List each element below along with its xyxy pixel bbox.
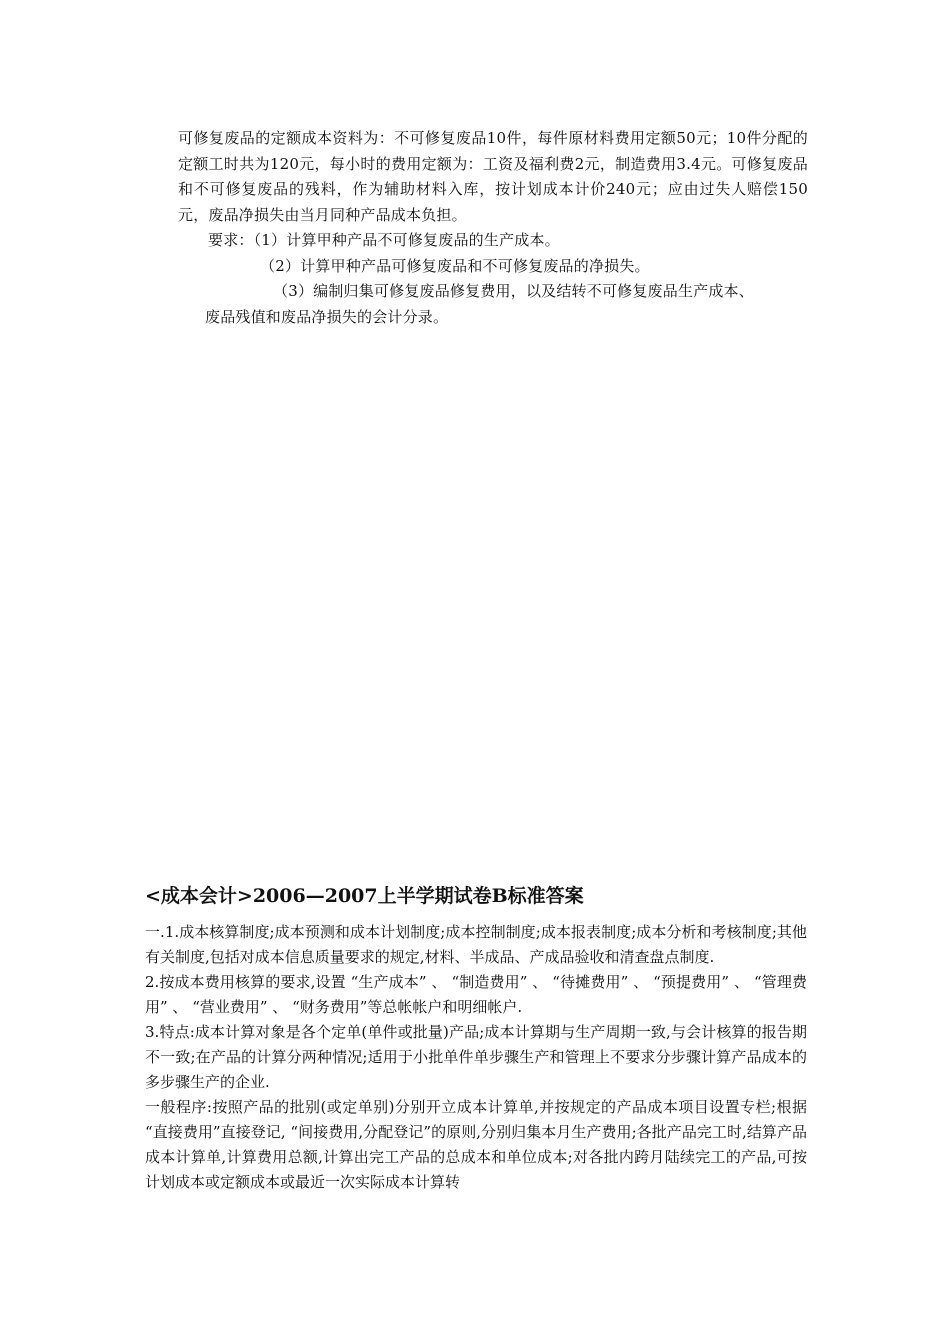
- requirement-1: 要求：（1）计算甲种产品不可修复废品的生产成本。: [208, 231, 560, 249]
- requirement-3-line-2: 废品残值和废品净损失的会计分录。: [205, 307, 449, 326]
- requirement-3-line-1: （3）编制归集可修复废品修复费用，以及结转不可修复废品生产成本、: [273, 282, 754, 300]
- answer-paragraph-2: 2.按成本费用核算的要求,设置 “生产成本” 、 “制造费用” 、 “待摊费用” 、 “预提费用” 、 “管理费用” 、 “营业费用” 、 “财务费用”等总帐帐户和明细帐户.: [145, 973, 807, 1016]
- question-paragraph: 可修复废品的定额成本资料为：不可修复废品10件，每件原材料费用定额50元；10件分配的定额工时共为120元，每小时的费用定额为：工资及福利费2元，制造费用3.4元。可修复废品和不可修复废品的残料，作为辅助材料入库，按计划成本计价240元；应由过失人赔偿150元，废品净损失由当月同种产品成本负担。: [178, 129, 808, 224]
- requirement-2: （2）计算甲种产品可修复废品和不可修复废品的净损失。: [260, 256, 650, 275]
- answer-paragraph-4: 一般程序:按照产品的批别(或定单别)分别开立成本计算单,并按规定的产品成本项目设置专栏;根据 “直接费用”直接登记, “间接费用,分配登记”的原则,分别归集本月生产费用;各批产品完工时,结算产品成本计算单,计算费用总额,计算出完工产品的总成本和单位成本;对各批内跨月陆续完工的产品,可按计划成本或定额成本或最近一次实际成本计算转: [145, 1098, 807, 1191]
- answer-paragraph-1: 一.1.成本核算制度;成本预测和成本计划制度;成本控制制度;成本报表制度;成本分析和考核制度;其他有关制度,包括对成本信息质量要求的规定,材料、半成品、产成品验收和清查盘点制度.: [145, 923, 807, 966]
- answer-section: [145, 920, 807, 1195]
- answer-paragraph-3: 3.特点:成本计算对象是各个定单(单件或批量)产品;成本计算期与生产周期一致,与会计核算的报告期不一致;在产品的计算分两种情况;适用于小批单件单步骤生产和管理上不要求分步骤计算产品成本的多步骤生产的企业.: [145, 1023, 807, 1091]
- answer-title: <成本会计>2006—2007上半学期试卷B标准答案: [145, 885, 584, 907]
- question-section: [178, 126, 808, 330]
